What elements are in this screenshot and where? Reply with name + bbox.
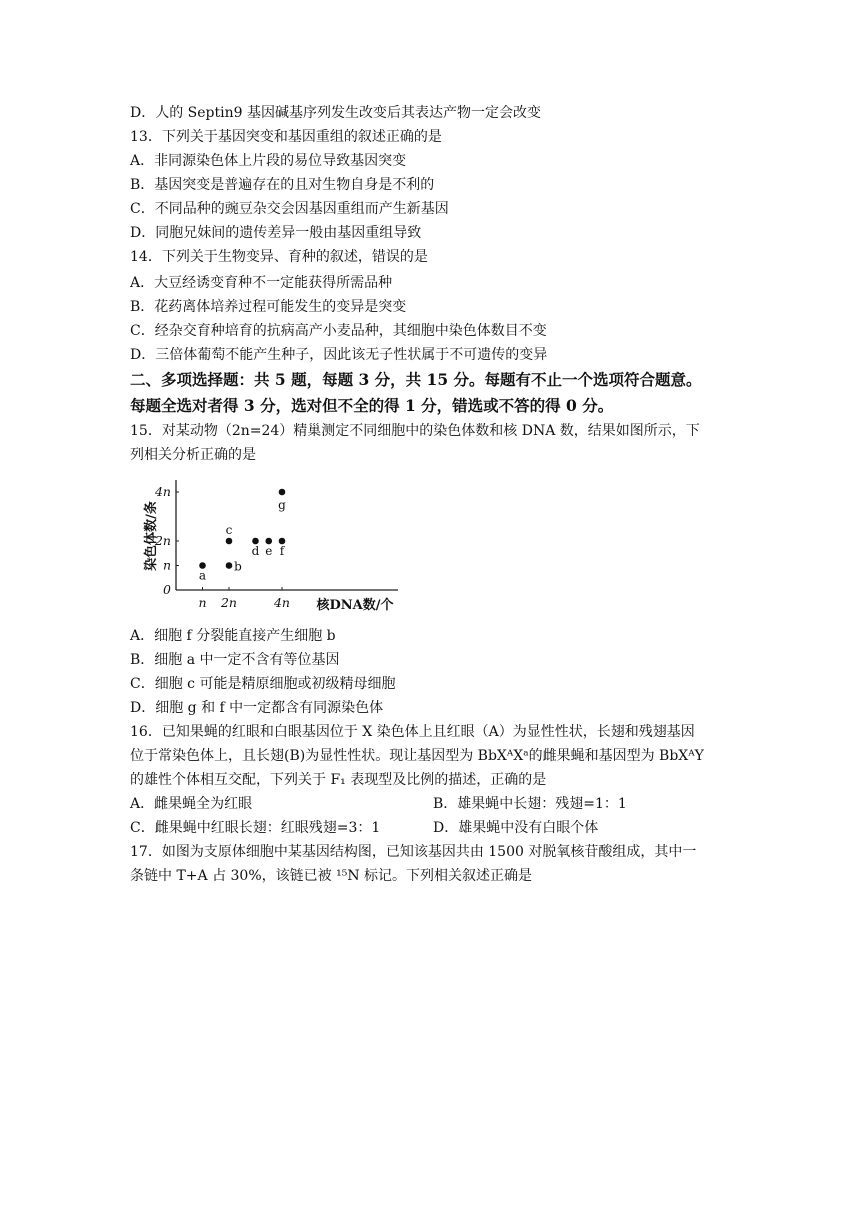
q16-option-c: C．雌果蝇中红眼长翅：红眼残翅=3：1 bbox=[130, 820, 381, 836]
q16-option-d: D．雄果蝇中没有白眼个体 bbox=[433, 820, 599, 836]
data-point-label-d: d bbox=[251, 544, 260, 558]
section-2-heading: 二、多项选择题：共 5 题，每题 3 分，共 15 分。每题有不止一个选项符合题意。 bbox=[130, 370, 702, 389]
question-16-stem-line2: 位于常染色体上，且长翅(B)为显性性状。现让基因型为 BbXᴬXᵃ的雌果蝇和基因型为 BbXᴬY bbox=[130, 748, 704, 764]
q14-option-b: B．花药离体培养过程可能发生的变异是突变 bbox=[130, 299, 407, 315]
q14-option-d: D．三倍体葡萄不能产生种子，因此该无子性状属于不可遗传的变异 bbox=[130, 347, 548, 363]
q13-option-c: C．不同品种的豌豆杂交会因基因重组而产生新基因 bbox=[130, 201, 449, 217]
question-16-stem-line1: 16．已知果蝇的红眼和白眼基因位于 X 染色体上且红眼（A）为显性性状，长翅和残翅基因 bbox=[130, 724, 695, 740]
q13-option-a: A．非同源染色体上片段的易位导致基因突变 bbox=[130, 153, 407, 169]
data-point-b bbox=[226, 562, 233, 569]
question-17-stem-line1: 17．如图为支原体细胞中某基因结构图，已知该基因共由 1500 对脱氧核苷酸组成，其中一 bbox=[130, 844, 697, 860]
question-14-stem: 14．下列关于生物变异、育种的叙述，错误的是 bbox=[130, 249, 428, 265]
data-point-g bbox=[279, 489, 286, 496]
q13-option-d: D．同胞兄妹间的遗传差异一般由基因重组导致 bbox=[130, 225, 422, 241]
data-point-label-e: e bbox=[265, 544, 273, 558]
question-15-stem-line1: 15．对某动物（2n=24）精巢测定不同细胞中的染色体数和核 DNA 数，结果如图所示，下 bbox=[130, 423, 700, 439]
line-q12-d: D．人的 Septin9 基因碱基序列发生改变后其表达产物一定会改变 bbox=[130, 105, 541, 121]
x-axis-label: 核DNA数/个 bbox=[316, 598, 394, 613]
y-tick-label: n bbox=[162, 557, 171, 573]
q15-option-c: C．细胞 c 可能是精原细胞或初级精母细胞 bbox=[130, 676, 396, 692]
data-point-label-a: a bbox=[198, 568, 207, 583]
q13-option-b: B．基因突变是普遍存在的且对生物自身是不利的 bbox=[130, 177, 435, 193]
q15-option-b: B．细胞 a 中一定不含有等位基因 bbox=[130, 652, 340, 668]
q16-option-a: A．雌果蝇全为红眼 bbox=[130, 796, 253, 812]
y-axis-label: 染色体数/条 bbox=[144, 501, 159, 571]
chromosome-dna-scatter-chart bbox=[140, 476, 400, 616]
data-point-label-f: f bbox=[279, 544, 285, 558]
q16-option-b: B．雄果蝇中长翅：残翅=1：1 bbox=[433, 796, 627, 812]
y-tick-label: 0 bbox=[163, 582, 171, 597]
q15-option-a: A．细胞 f 分裂能直接产生细胞 b bbox=[130, 628, 336, 644]
x-tick-label: 2n bbox=[220, 595, 238, 610]
section-2-instructions: 每题全选对者得 3 分，选对但不全的得 1 分，错选或不答的得 0 分。 bbox=[130, 396, 614, 415]
question-16-stem-line3: 的雄性个体相互交配，下列关于 F₁ 表现型及比例的描述，正确的是 bbox=[130, 772, 547, 788]
data-point-label-c: c bbox=[225, 523, 233, 537]
y-tick-label: 4n bbox=[154, 484, 171, 499]
data-point-c bbox=[226, 538, 233, 545]
x-tick-label: 4n bbox=[273, 595, 291, 610]
q15-option-d: D．细胞 g 和 f 中一定都含有同源染色体 bbox=[130, 700, 384, 716]
q14-option-c: C．经杂交育种培育的抗病高产小麦品种，其细胞中染色体数目不变 bbox=[130, 323, 547, 339]
data-point-label-b: b bbox=[234, 559, 242, 574]
q14-option-a: A．大豆经诱变育种不一定能获得所需品种 bbox=[130, 275, 393, 291]
question-15-stem-line2: 列相关分析正确的是 bbox=[130, 447, 256, 463]
data-point-label-g: g bbox=[278, 498, 286, 512]
x-tick-label: n bbox=[198, 595, 207, 610]
question-13-stem: 13．下列关于基因突变和基因重组的叙述正确的是 bbox=[130, 129, 442, 145]
y-tick-label: 2n bbox=[154, 533, 171, 548]
question-17-stem-line2: 条链中 T+A 占 30%，该链已被 ¹⁵N 标记。下列相关叙述正确是 bbox=[130, 868, 533, 884]
